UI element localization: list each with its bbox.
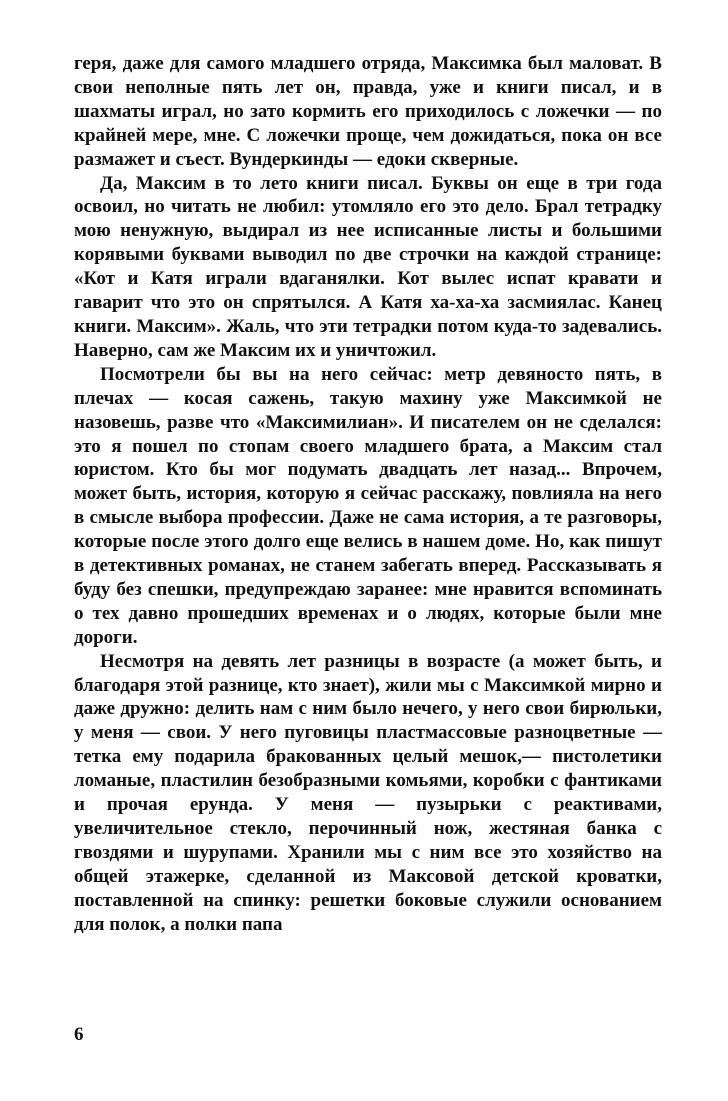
paragraph-3: Посмотрели бы вы на него сейчас: метр девяносто пять, в плечах — косая сажень, такую махину уже Максимкой не назовешь, разве что «Максимилиан». И писателем он не сделался: это я пошел по стопам своего младшего брата, а Максим стал юристом. Кто бы мог подумать двадцать лет назад... Впрочем, может быть, история, которую я сейчас расскажу, повлияла на него в смысле выбора профессии. Даже не сама история, а те разговоры, которые после этого долго еще велись в нашем доме. Но, как пишут в детективных романах, не станем забегать вперед. Рассказывать я буду без спешки, предупреждаю заранее: мне нравится вспоминать о тех давно прошедших временах и о людях, которые были мне дороги.	[74, 363, 662, 648]
paragraph-2: Да, Максим в то лето книги писал. Буквы он еще в три года освоил, но читать не любил: утомляло его это дело. Брал тетрадку мою ненужную, выдирал из нее исписанные листы и большими корявыми буквами выводил по две строчки на каждой странице: «Кот и Катя играли вдаганялки. Кот вылес испат кравати и гаварит что это он спрятылся. А Катя ха-ха-ха засмиялас. Канец книги. Максим». Жаль, что эти тетрадки потом куда-то задевались. Наверно, сам же Максим их и уничтожил.	[74, 172, 662, 361]
page-number: 6	[74, 1024, 84, 1045]
body-text	[74, 52, 662, 937]
paragraph-1: геря, даже для самого младшего отряда, Максимка был маловат. В свои неполные пять лет он, правда, уже и книги писал, и в шахматы играл, но зато кормить его приходилось с ложечки — по крайней мере, мне. С ложечки проще, чем дожидаться, пока он все размажет и съест. Вундеркинды — едоки скверные.	[74, 53, 662, 170]
paragraph-4: Несмотря на девять лет разницы в возрасте (а может быть, и благодаря этой разнице, кто знает), жили мы с Максимкой мирно и даже дружно: делить нам с ним было нечего, у него свои бирюльки, у меня — свои. У него пуговицы пластмассовые разноцветные — тетка ему подарила бракованных целый мешок,— пистолетики ломаные, пластилин безобразными комьями, коробки с фантиками и прочая ерунда. У меня — пузырьки с реактивами, увеличительное стекло, перочинный нож, жестяная банка с гвоздями и шурупами. Хранили мы с ним все это хозяйство на общей этажерке, сделанной из Максовой детской кроватки, поставленной на спинку: решетки боковые служили основанием для полок, а полки папа	[74, 650, 662, 935]
